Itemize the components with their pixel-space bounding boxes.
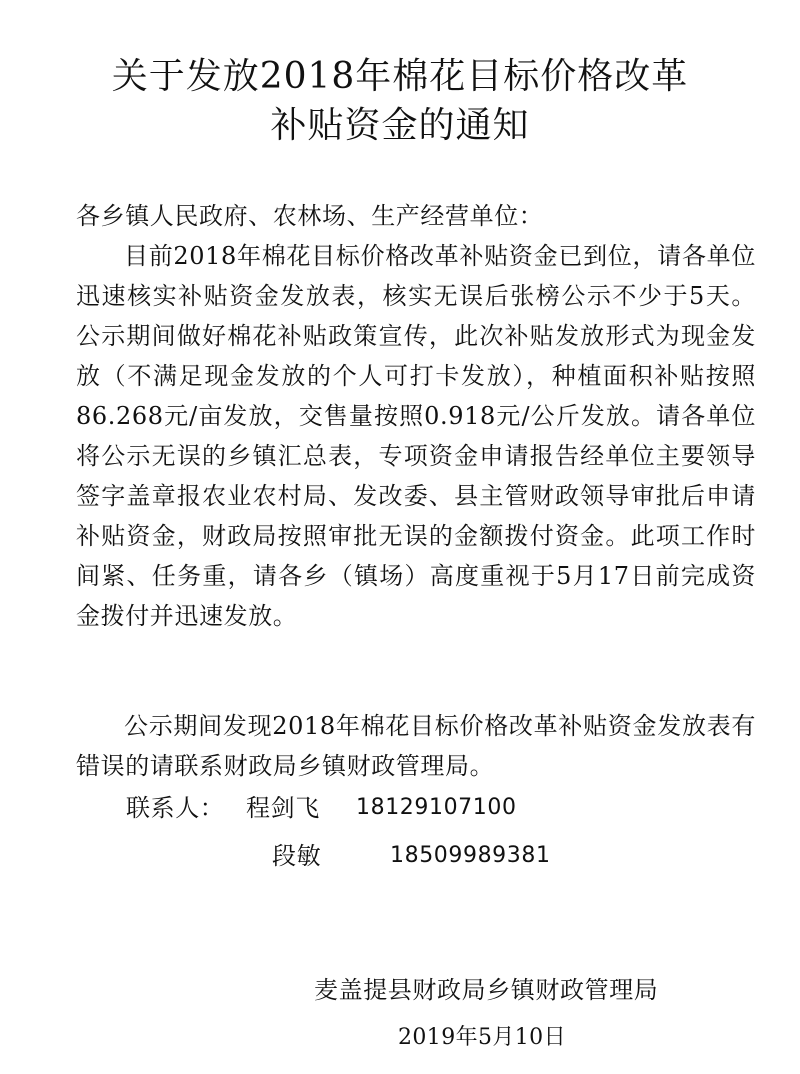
document-title-line-1: 关于发放2018年棉花目标价格改革 xyxy=(111,56,689,97)
salutation: 各乡镇人民政府、农林场、生产经营单位： xyxy=(76,202,544,230)
contact-phone-1: 18129107100 xyxy=(356,795,517,820)
issuing-authority: 麦盖提县财政局乡镇财政管理局 xyxy=(314,976,659,1004)
contact-name-1: 程剑飞 xyxy=(246,794,320,822)
contact-label: 联系人： xyxy=(126,794,225,822)
contact-name-2: 段敏 xyxy=(272,842,322,870)
issue-date: 2019年5月10日 xyxy=(398,1025,566,1050)
body-paragraph-1: 目前2018年棉花目标价格改革补贴资金已到位，请各单位迅速核实补贴资金发放表，核实无误后张榜公示不少于5天。公示期间做好棉花补贴政策宣传，此次补贴发放形式为现金发放（不满足现金发放的个人可打卡发放），种植面积补贴按照86.268元/亩发放，交售量按照0.918元/公斤发放。请各单位将公示无误的乡镇汇总表，专项资金申请报告经单位主要领导签字盖章报农业农村局、发改委、县主管财政领导审批后申请补贴资金，财政局按照审批无误的金额拨付资金。此项工作时间紧、任务重，请各乡（镇场）高度重视于5月17日前完成资金拨付并迅速发放。 xyxy=(76,242,756,630)
body-paragraph-2: 公示期间发现2018年棉花目标价格改革补贴资金发放表有错误的请联系财政局乡镇财政管理局。 xyxy=(76,712,756,780)
contact-phone-2: 18509989381 xyxy=(390,843,551,868)
document-title-line-2: 补贴资金的通知 xyxy=(270,105,530,146)
